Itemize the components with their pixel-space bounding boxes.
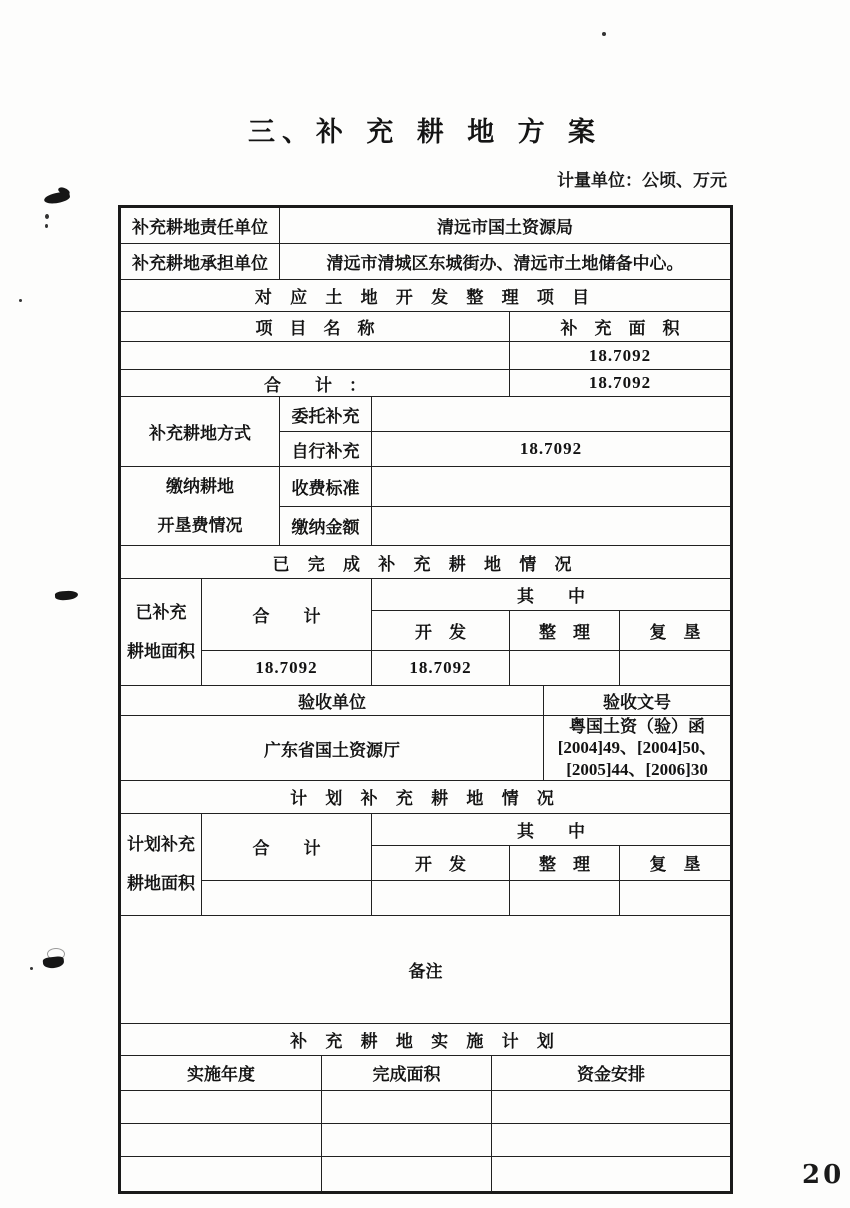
implementation-year-cell: [120, 1123, 322, 1156]
fee-label-line2: 开垦费情况: [157, 516, 243, 536]
implementation-area-header: 完成面积: [322, 1055, 492, 1090]
row-undertaking-unit: [120, 244, 732, 280]
planned-among-label: 其 中: [372, 813, 732, 845]
scan-smudge-icon: [55, 590, 79, 601]
project-name-cell: [120, 342, 510, 370]
acceptance-unit-label: 验收单位: [120, 686, 544, 716]
row-completed-among: [120, 579, 732, 611]
row-project-columns: [120, 312, 732, 342]
completed-reclaim-value: [620, 651, 732, 686]
planned-develop-header: 开 发: [372, 845, 510, 880]
row-planned-among: [120, 813, 732, 845]
implementation-row: [120, 1123, 732, 1156]
row-completed-values: [120, 651, 732, 686]
scan-speck-icon: [19, 299, 22, 302]
fee-amount-value: [372, 506, 732, 546]
page-number: 20: [802, 1160, 845, 1190]
acceptance-doc-label: 验收文号: [544, 686, 732, 716]
row-project-total: [120, 370, 732, 397]
row-project-section-header: [120, 280, 732, 312]
self-supplement-value: 18.7092: [372, 432, 732, 467]
implementation-area-cell: [322, 1123, 492, 1156]
row-completed-section-header: [120, 546, 732, 579]
completed-among-label: 其 中: [372, 579, 732, 611]
row-acceptance-headers: [120, 686, 732, 716]
scan-speck-icon: [45, 224, 48, 228]
implementation-row: [120, 1090, 732, 1123]
project-row: [120, 342, 732, 370]
implementation-fund-cell: [492, 1156, 732, 1192]
completed-develop-header: 开 发: [372, 611, 510, 651]
completed-label-line2: 耕地面积: [127, 642, 195, 662]
completed-total-value: 18.7092: [202, 651, 372, 686]
fee-standard-label: 收费标准: [280, 467, 372, 507]
method-section-label: 补充耕地方式: [120, 397, 280, 467]
planned-area-label: [120, 813, 202, 915]
planned-consolidate-value: [510, 880, 620, 915]
remarks-label: 备注: [408, 961, 443, 981]
acceptance-doc-value: 粤国土资（验）函[2004]49、[2004]50、[2005]44、[2006]30: [544, 716, 732, 781]
completed-area-label: [120, 579, 202, 686]
implementation-fund-cell: [492, 1123, 732, 1156]
planned-label-line2: 耕地面积: [127, 874, 195, 894]
completed-label-line1: 已补充: [135, 603, 187, 623]
remarks-cell: [120, 915, 732, 1023]
responsible-unit-value: 清远市国土资源局: [280, 207, 732, 244]
implementation-row: [120, 1156, 732, 1192]
scan-speck-icon: [30, 967, 33, 970]
completed-section-header: 已 完 成 补 充 耕 地 情 况: [120, 546, 732, 579]
completed-consolidate-header: 整 理: [510, 611, 620, 651]
project-total-area: 18.7092: [510, 370, 732, 397]
row-planned-section-header: [120, 780, 732, 813]
implementation-area-cell: [322, 1090, 492, 1123]
project-area-cell: 18.7092: [510, 342, 732, 370]
fee-section-label: [120, 467, 280, 546]
undertaking-unit-label: 补充耕地承担单位: [120, 244, 280, 280]
planned-total-value: [202, 880, 372, 915]
implementation-year-header: 实施年度: [120, 1055, 322, 1090]
implementation-section-header: 补 充 耕 地 实 施 计 划: [120, 1023, 732, 1055]
planned-consolidate-header: 整 理: [510, 845, 620, 880]
row-planned-values: [120, 880, 732, 915]
row-fee-standard: [120, 467, 732, 507]
planned-label-line1: 计划补充: [127, 835, 195, 855]
row-remarks: [120, 915, 732, 1023]
fee-standard-value: [372, 467, 732, 507]
fee-amount-label: 缴纳金额: [280, 506, 372, 546]
row-implementation-columns: [120, 1055, 732, 1090]
supplement-area-column-header: 补 充 面 积: [510, 312, 732, 342]
supplementary-farmland-form: [118, 205, 733, 1194]
planned-reclaim-value: [620, 880, 732, 915]
fee-label-line1: 缴纳耕地: [166, 477, 234, 496]
measurement-unit-note: 计量单位：公顷、万元: [557, 171, 727, 190]
row-implementation-header: [120, 1023, 732, 1055]
acceptance-unit-value: 广东省国土资源厅: [120, 716, 544, 781]
project-name-column-header: 项 目 名 称: [120, 312, 510, 342]
self-supplement-label: 自行补充: [280, 432, 372, 467]
planned-total-label: 合 计: [202, 813, 372, 880]
entrusted-supplement-value: [372, 397, 732, 432]
completed-total-label: 合 计: [202, 579, 372, 651]
planned-section-header: 计 划 补 充 耕 地 情 况: [120, 780, 732, 813]
implementation-area-cell: [322, 1156, 492, 1192]
scan-speck-icon: [602, 32, 606, 36]
implementation-year-cell: [120, 1156, 322, 1192]
page-title: 三、补 充 耕 地 方 案: [248, 117, 602, 148]
row-acceptance-values: [120, 716, 732, 781]
scan-smudge-icon: [42, 956, 64, 969]
undertaking-unit-value: 清远市清城区东城街办、清远市土地储备中心。: [280, 244, 732, 280]
planned-develop-value: [372, 880, 510, 915]
completed-develop-value: 18.7092: [372, 651, 510, 686]
project-total-label: 合 计 ：: [120, 370, 510, 397]
project-section-header: 对 应 土 地 开 发 整 理 项 目: [120, 280, 732, 312]
row-method-entrusted: [120, 397, 732, 432]
scan-speck-icon: [45, 214, 49, 219]
implementation-year-cell: [120, 1090, 322, 1123]
entrusted-supplement-label: 委托补充: [280, 397, 372, 432]
implementation-fund-cell: [492, 1090, 732, 1123]
completed-consolidate-value: [510, 651, 620, 686]
responsible-unit-label: 补充耕地责任单位: [120, 207, 280, 244]
implementation-fund-header: 资金安排: [492, 1055, 732, 1090]
planned-reclaim-header: 复 垦: [620, 845, 732, 880]
completed-reclaim-header: 复 垦: [620, 611, 732, 651]
row-responsible-unit: [120, 207, 732, 244]
